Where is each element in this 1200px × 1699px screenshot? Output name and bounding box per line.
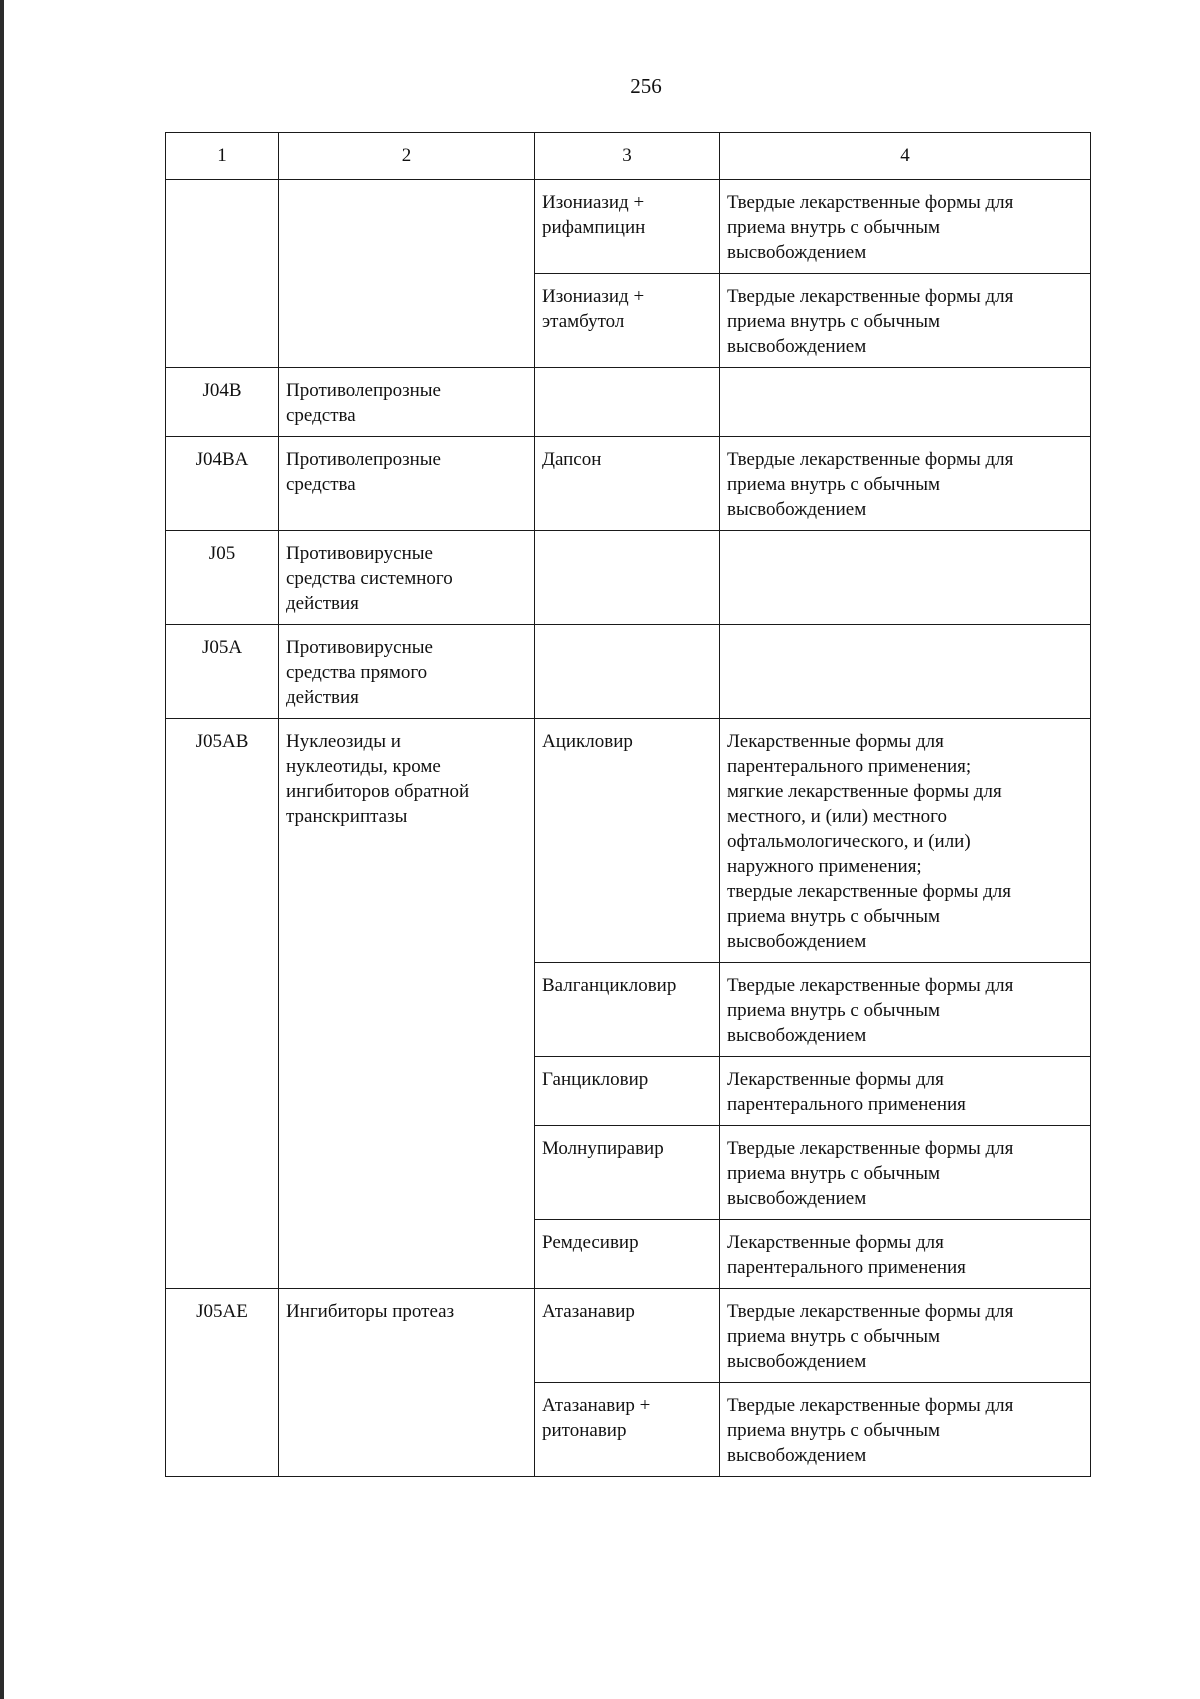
drug-name-cell: Атазанавир (535, 1289, 720, 1383)
table-header-row (166, 133, 1091, 180)
drug-name-cell (535, 625, 720, 719)
anatomical-group-cell: Противовирусные средства прямого действия (279, 625, 535, 719)
anatomical-group-cell: Нуклеозиды и нуклеотиды, кроме ингибиторов обратной транскриптазы (279, 719, 535, 1289)
dosage-form-cell: Лекарственные формы для парентерального применения; мягкие лекарственные формы для местного, и (или) местного офтальмологического, и (или) наружного применения; твердые лекарственные формы для приема внутрь с обычным высвобождением (720, 719, 1091, 963)
drug-name-cell (535, 368, 720, 437)
dosage-form-cell (720, 368, 1091, 437)
page-number: 256 (630, 74, 662, 98)
dosage-form-cell: Твердые лекарственные формы для приема внутрь с обычным высвобождением (720, 1289, 1091, 1383)
drug-name-cell: Изониазид + этамбутол (535, 274, 720, 368)
scan-left-edge (0, 0, 4, 1699)
drug-name-cell (535, 531, 720, 625)
dosage-form-cell (720, 531, 1091, 625)
column-header-3: 3 (535, 133, 720, 180)
column-header-4: 4 (720, 133, 1091, 180)
anatomical-group-cell: Противолепрозные средства (279, 368, 535, 437)
drug-name-cell: Ремдесивир (535, 1220, 720, 1289)
drug-name-cell: Дапсон (535, 437, 720, 531)
drug-name-cell: Молнупиравир (535, 1126, 720, 1220)
drug-name-cell: Валганцикловир (535, 963, 720, 1057)
atc-code-cell: J04BA (166, 437, 279, 531)
column-header-2: 2 (279, 133, 535, 180)
table-row (166, 719, 1091, 963)
anatomical-group-cell: Противолепрозные средства (279, 437, 535, 531)
drug-name-cell: Ганцикловир (535, 1057, 720, 1126)
anatomical-group-cell: Противовирусные средства системного действия (279, 531, 535, 625)
dosage-form-cell: Твердые лекарственные формы для приема внутрь с обычным высвобождением (720, 437, 1091, 531)
table-row (166, 180, 1091, 274)
dosage-form-cell: Твердые лекарственные формы для приема внутрь с обычным высвобождением (720, 1383, 1091, 1477)
atc-code-cell: J05A (166, 625, 279, 719)
dosage-form-cell: Твердые лекарственные формы для приема внутрь с обычным высвобождением (720, 180, 1091, 274)
dosage-form-cell: Твердые лекарственные формы для приема внутрь с обычным высвобождением (720, 963, 1091, 1057)
atc-code-cell: J04B (166, 368, 279, 437)
table-row (166, 625, 1091, 719)
dosage-form-cell: Лекарственные формы для парентерального применения (720, 1057, 1091, 1126)
table-row (166, 437, 1091, 531)
atc-code-cell: J05 (166, 531, 279, 625)
atc-code-cell: J05AB (166, 719, 279, 1289)
dosage-form-cell (720, 625, 1091, 719)
table-row (166, 1289, 1091, 1383)
anatomical-group-cell: Ингибиторы протеаз (279, 1289, 535, 1477)
dosage-form-cell: Твердые лекарственные формы для приема внутрь с обычным высвобождением (720, 1126, 1091, 1220)
atc-code-cell (166, 180, 279, 368)
anatomical-group-cell (279, 180, 535, 368)
column-header-1: 1 (166, 133, 279, 180)
table-row (166, 531, 1091, 625)
atc-code-cell: J05AE (166, 1289, 279, 1477)
drug-name-cell: Ацикловир (535, 719, 720, 963)
table-row (166, 368, 1091, 437)
drug-table (165, 132, 1091, 1477)
dosage-form-cell: Лекарственные формы для парентерального применения (720, 1220, 1091, 1289)
drug-name-cell: Изониазид + рифампицин (535, 180, 720, 274)
table-body (166, 133, 1091, 1477)
dosage-form-cell: Твердые лекарственные формы для приема внутрь с обычным высвобождением (720, 274, 1091, 368)
drug-name-cell: Атазанавир + ритонавир (535, 1383, 720, 1477)
